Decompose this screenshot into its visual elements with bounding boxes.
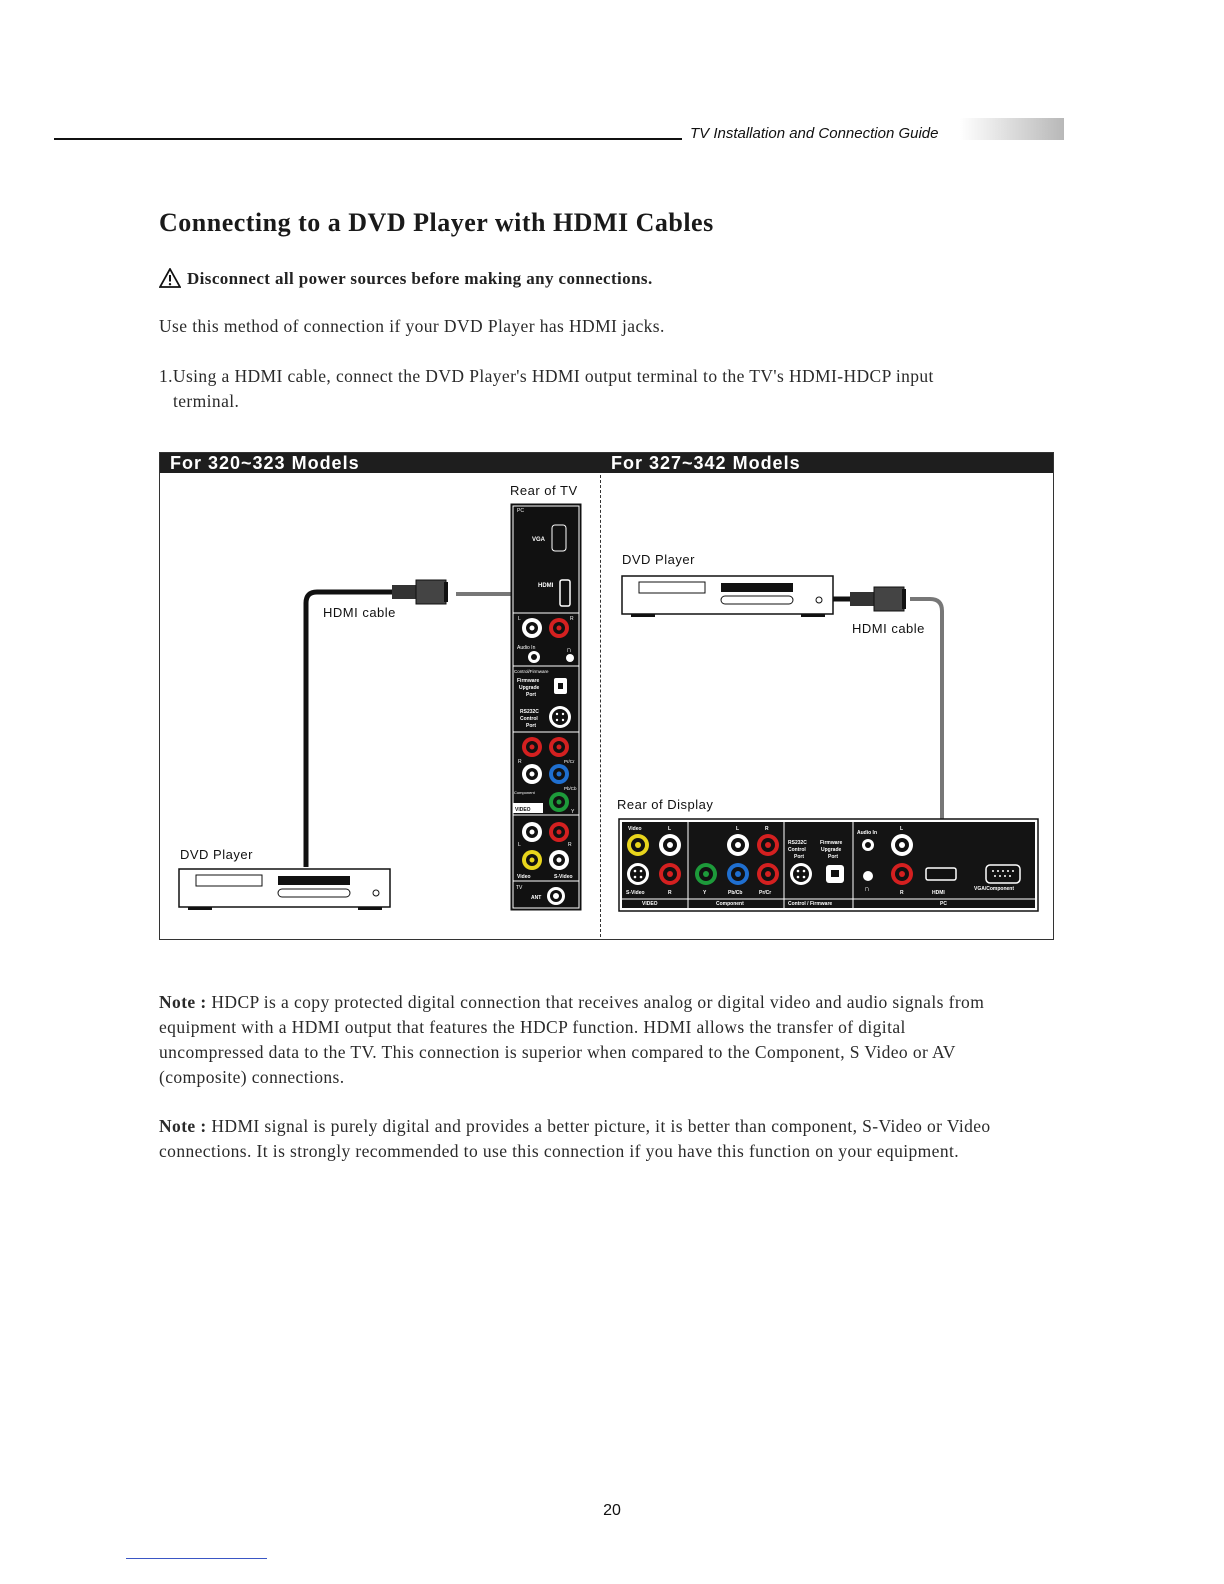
- svg-text:∩: ∩: [566, 645, 572, 654]
- left-rear-panel: [511, 504, 581, 910]
- rp-video-group: VIDEO: [642, 901, 658, 907]
- lp-rs3: Port: [526, 723, 536, 729]
- lp-fw3: Port: [526, 692, 536, 698]
- intro-text: Use this method of connection if your DVD Player has HDMI jacks.: [159, 316, 665, 336]
- guide-title: TV Installation and Connection Guide: [690, 125, 939, 142]
- footer-rule: [126, 1558, 267, 1559]
- lp-rs2: Control: [520, 716, 538, 722]
- left-models-header: For 320~323 Models: [170, 453, 360, 473]
- rp-svideo: S-Video: [626, 890, 645, 896]
- lp-vga: VGA: [532, 537, 546, 543]
- lp-pbcb: Pb/Cb: [564, 786, 577, 791]
- lp-control-firmware: Control/Firmware: [514, 669, 549, 674]
- rp-l: L: [668, 826, 672, 832]
- lp-video: Video: [517, 874, 531, 880]
- rp-control-group: Control / Firmware: [788, 901, 833, 907]
- page-number: 20: [603, 1502, 621, 1519]
- right-hdmi-cable: [910, 599, 942, 845]
- rp-y: Y: [703, 890, 707, 896]
- connection-diagram: [159, 452, 1054, 940]
- rp-fw3: Port: [828, 854, 838, 860]
- step-1-line-1: 1.Using a HDMI cable, connect the DVD Player's HDMI output terminal to the TV's HDMI-HDCP input: [159, 366, 934, 386]
- rp-hdmi: HDMI: [932, 890, 945, 896]
- note-2: [159, 1114, 1079, 1164]
- note-1: [159, 990, 1079, 1090]
- lp-fw1: Firmware: [517, 678, 540, 684]
- right-rear-panel: [619, 819, 1038, 911]
- rp-l3: L: [900, 826, 904, 832]
- rp-fw1: Firmware: [820, 840, 843, 846]
- note-1-label: Note :: [159, 992, 207, 1012]
- rp-component-group: Component: [716, 901, 744, 907]
- rp-audio-in: Audio In: [857, 830, 877, 836]
- note-1-line-3: uncompressed data to the TV. This connection is superior when compared to the Component, S Video or AV: [159, 1042, 956, 1062]
- lp-hdmi: HDMI: [538, 583, 554, 589]
- note-2-line-1: HDMI signal is purely digital and provides a better picture, it is better than component, S-Video or Video: [211, 1116, 991, 1136]
- rp-vga-component: VGA/Component: [974, 886, 1014, 892]
- rp-l2: L: [736, 826, 740, 832]
- warning-text: Disconnect all power sources before making any connections.: [187, 269, 653, 288]
- diagram-graphics: [160, 453, 1053, 939]
- lp-pc: PC: [517, 508, 524, 514]
- lp-l: L: [518, 616, 521, 622]
- warning-icon: [159, 268, 181, 288]
- note-1-line-1: HDCP is a copy protected digital connection that receives analog or digital video and audio signals from: [211, 992, 985, 1012]
- rp-rs2: Control: [788, 847, 806, 853]
- rear-of-display-label: Rear of Display: [617, 797, 714, 812]
- lp-video-tag: VIDEO: [515, 807, 531, 813]
- note-1-line-2: equipment with a HDMI output that features the HDCP function. HDMI allows the transfer of digital: [159, 1017, 906, 1037]
- lp-component: Component: [514, 790, 535, 795]
- left-dvd-player-label: DVD Player: [180, 847, 253, 862]
- right-models-header: For 327~342 Models: [611, 453, 801, 473]
- rp-rs1: RS232C: [788, 840, 807, 846]
- warning-line: [159, 268, 653, 289]
- right-dvd-player-graphic: [622, 576, 833, 617]
- note-1-line-4: (composite) connections.: [159, 1067, 345, 1087]
- rp-fw2: Upgrade: [821, 847, 842, 853]
- note-2-label: Note :: [159, 1116, 207, 1136]
- rp-pbcb: Pb/Cb: [728, 890, 743, 896]
- header-rule: [54, 138, 682, 140]
- rp-video: Video: [628, 826, 642, 832]
- left-dvd-player-graphic: [179, 869, 390, 910]
- left-hdmi-connector: [392, 580, 448, 604]
- lp-tv: TV: [516, 885, 523, 891]
- rear-of-tv-label: Rear of TV: [510, 483, 578, 498]
- lp-l2: L: [518, 842, 521, 848]
- right-dvd-player-label: DVD Player: [622, 552, 695, 567]
- right-hdmi-cable-label: HDMI cable: [852, 621, 925, 636]
- left-hdmi-cable-label: HDMI cable: [323, 605, 396, 620]
- rp-r2: R: [765, 826, 769, 832]
- lp-fw2: Upgrade: [519, 685, 540, 691]
- left-hdmi-cable: [306, 592, 392, 867]
- lp-r: R: [570, 616, 574, 622]
- header-gradient-bar: [960, 118, 1064, 140]
- page-title: Connecting to a DVD Player with HDMI Cables: [159, 208, 714, 237]
- rp-prcr: Pr/Cr: [759, 890, 772, 896]
- lp-r3: R: [568, 842, 572, 848]
- rp-pc-group: PC: [940, 901, 947, 907]
- svg-text:∩: ∩: [864, 884, 870, 893]
- lp-r2: R: [518, 759, 522, 765]
- rp-r: R: [668, 890, 672, 896]
- right-hdmi-connector: [850, 587, 906, 611]
- rp-r3: R: [900, 890, 904, 896]
- lp-rs1: RS232C: [520, 709, 539, 715]
- rp-rs3: Port: [794, 854, 804, 860]
- lp-y: Y: [571, 809, 575, 815]
- lp-prcr: Pr/Cr: [564, 759, 575, 764]
- lp-svideo: S-Video: [554, 874, 573, 880]
- lp-ant: ANT: [531, 895, 542, 901]
- note-2-line-2: connections. It is strongly recommended to use this connection if you have this function on your equipment.: [159, 1141, 960, 1161]
- lp-audio-in: Audio In: [517, 645, 536, 651]
- step-1-line-2: terminal.: [173, 391, 240, 411]
